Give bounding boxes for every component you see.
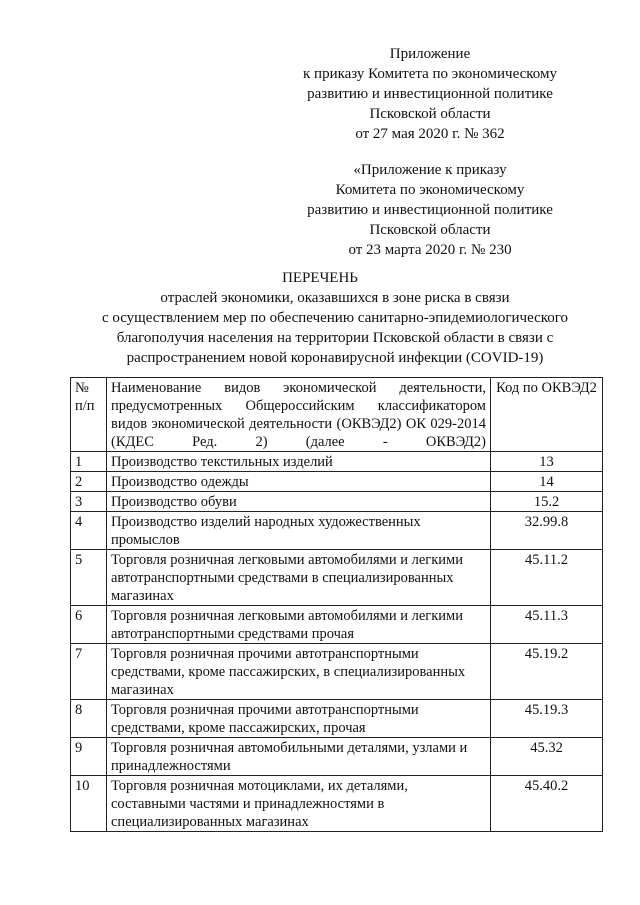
document-title: ПЕРЕЧЕНЬ xyxy=(282,270,358,286)
row-okved-code: 45.19.2 xyxy=(491,644,603,700)
appendix-previous-line: от 23 марта 2020 г. № 230 xyxy=(348,242,512,258)
row-number: 1 xyxy=(71,452,107,472)
header-activity-name: Наименование видов экономической деятельности, предусмотренных Общероссийским классификатором видов экономической деятельности (ОКВЭД2) ОК 029-2014 (КДЕС Ред. 2) (далее - ОКВЭД2) xyxy=(107,378,491,452)
row-activity-name: Производство изделий народных художественных промыслов xyxy=(107,512,491,550)
row-activity-name: Торговля розничная легковыми автомобилями и легкими автотранспортными средствами прочая xyxy=(107,606,491,644)
appendix-previous-line: Комитета по экономическому xyxy=(335,182,525,198)
subtitle-line: распространением новой коронавирусной инфекции (COVID-19) xyxy=(126,350,544,366)
row-okved-code: 13 xyxy=(491,452,603,472)
appendix-previous-line: Псковской области xyxy=(369,222,491,238)
row-okved-code: 45.11.2 xyxy=(491,550,603,606)
table-row xyxy=(71,776,603,832)
row-okved-code: 45.19.3 xyxy=(491,700,603,738)
row-okved-code: 45.40.2 xyxy=(491,776,603,832)
row-activity-name: Торговля розничная прочими автотранспортными средствами, кроме пассажирских, прочая xyxy=(107,700,491,738)
row-okved-code: 14 xyxy=(491,472,603,492)
row-okved-code: 45.11.3 xyxy=(491,606,603,644)
table-row xyxy=(71,644,603,700)
header-number: № п/п xyxy=(71,378,107,452)
row-activity-name: Торговля розничная легковыми автомобилями и легкими автотранспортными средствами в специализированных магазинах xyxy=(107,550,491,606)
row-activity-name: Производство текстильных изделий xyxy=(107,452,491,472)
row-activity-name: Торговля розничная мотоциклами, их деталями, составными частями и принадлежностями в специализированных магазинах xyxy=(107,776,491,832)
appendix-current-line: к приказу Комитета по экономическому xyxy=(303,66,557,82)
document-subtitle xyxy=(40,288,630,368)
row-activity-name: Торговля розничная прочими автотранспортными средствами, кроме пассажирских, в специализированных магазинах xyxy=(107,644,491,700)
table-row xyxy=(71,492,603,512)
row-activity-name: Производство одежды xyxy=(107,472,491,492)
row-okved-code: 45.32 xyxy=(491,738,603,776)
row-activity-name: Торговля розничная автомобильными деталями, узлами и принадлежностями xyxy=(107,738,491,776)
row-number: 8 xyxy=(71,700,107,738)
table-row xyxy=(71,452,603,472)
appendix-current-line: Приложение xyxy=(389,46,471,62)
row-number: 5 xyxy=(71,550,107,606)
subtitle-line: с осуществлением мер по обеспечению санитарно-эпидемиологического xyxy=(101,310,569,326)
row-activity-name: Производство обуви xyxy=(107,492,491,512)
row-okved-code: 15.2 xyxy=(491,492,603,512)
appendix-current-line: развитию и инвестиционной политике xyxy=(307,86,553,102)
appendix-previous-line: развитию и инвестиционной политике xyxy=(307,202,553,218)
row-number: 2 xyxy=(71,472,107,492)
subtitle-line: отраслей экономики, оказавшихся в зоне риска в связи xyxy=(160,290,510,306)
table-header-row xyxy=(71,378,603,452)
row-number: 6 xyxy=(71,606,107,644)
appendix-previous-line: «Приложение к приказу xyxy=(353,162,507,178)
appendix-current-line: от 27 мая 2020 г. № 362 xyxy=(355,126,505,142)
table-row xyxy=(71,550,603,606)
table-row xyxy=(71,472,603,492)
subtitle-line: благополучия населения на территории Псковской области в связи с xyxy=(116,330,554,346)
appendix-current-line: Псковской области xyxy=(369,106,491,122)
row-number: 4 xyxy=(71,512,107,550)
row-number: 10 xyxy=(71,776,107,832)
appendix-previous-header xyxy=(250,160,610,260)
table-row xyxy=(71,512,603,550)
table-row xyxy=(71,606,603,644)
header-okved-code: Код по ОКВЭД2 xyxy=(491,378,603,452)
row-number: 7 xyxy=(71,644,107,700)
row-number: 9 xyxy=(71,738,107,776)
table-row xyxy=(71,700,603,738)
row-number: 3 xyxy=(71,492,107,512)
row-okved-code: 32.99.8 xyxy=(491,512,603,550)
okved-table xyxy=(70,377,603,832)
appendix-current-header xyxy=(250,44,610,144)
table-row xyxy=(71,738,603,776)
